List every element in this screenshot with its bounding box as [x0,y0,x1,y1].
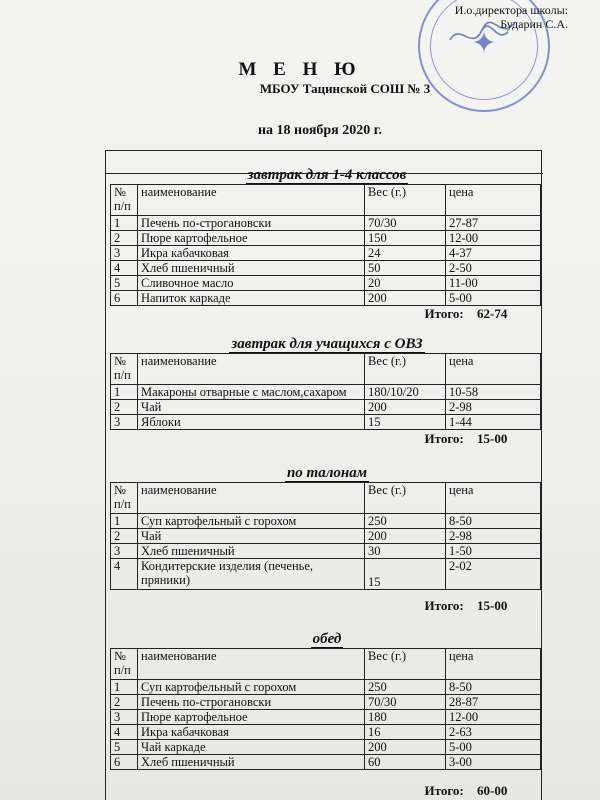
total-label: Итого: [424,431,464,446]
table-row: 2 Чай 200 2-98 [111,529,541,544]
section-total [247,431,547,447]
menu-date: на 18 ноября 2020 г. [257,123,383,138]
table-row: 3 Пюре картофельное 180 12-00 [111,710,541,725]
total-value: 15-00 [477,598,508,613]
approval-block [398,3,568,31]
table-header [111,354,541,385]
table-row: 5 Чай каркаде 200 5-00 [111,740,541,755]
table-row: 1 Печень по-строгановски 70/30 27-87 [111,216,541,231]
header-price: цена [446,483,541,514]
header-price: цена [446,354,541,385]
section-title: завтрак для 1-4 классов [247,167,407,183]
header-name: наименование [138,185,365,216]
stamp-emblem-icon: ✦ [471,27,497,60]
page-title: М Е Н Ю [238,59,362,80]
header-weight: Вес (г.) [365,649,446,680]
table-row: 4 Хлеб пшеничный 50 2-50 [111,261,541,276]
header-weight: Вес (г.) [365,185,446,216]
table-row: 1 Суп картофельный с горохом 250 8-50 [111,680,541,695]
total-value: 15-00 [477,431,508,446]
total-label: Итого: [424,306,464,321]
header-name: наименование [138,483,365,514]
header-name: наименование [138,354,365,385]
header-num: № п/п [111,649,138,680]
table-row: 3 Хлеб пшеничный 30 1-50 [111,544,541,559]
approval-position: И.о.директора школы: [454,3,568,17]
school-name: МБОУ Тацинской СОШ № 3 [259,81,431,96]
table-row: 6 Хлеб пшеничный 60 3-00 [111,755,541,770]
table-row: 1 Макароны отварные с маслом,сахаром 180/10/20 10-58 [111,385,541,400]
total-value: 60-00 [477,783,508,798]
table-row: 2 Печень по-строгановски 70/30 28-87 [111,695,541,710]
header-weight: Вес (г.) [365,354,446,385]
total-value: 62-74 [477,306,508,321]
table-header [111,483,541,514]
section-total [247,598,547,614]
section-title: по талонам [286,465,368,481]
header-num: № п/п [111,354,138,385]
table-row: 4 Икра кабачковая 16 2-63 [111,725,541,740]
table-row: 5 Сливочное масло 20 11-00 [111,276,541,291]
section-title: обед [312,631,342,647]
header-price: цена [446,185,541,216]
table-row: 1 Суп картофельный с горохом 250 8-50 [111,514,541,529]
header-name: наименование [138,649,365,680]
menu-table [110,482,541,590]
total-label: Итого: [424,783,464,798]
section-title: завтрак для учащихся с ОВЗ [231,336,423,352]
menu-table [110,353,541,430]
table-header [111,185,541,216]
header-num: № п/п [111,185,138,216]
table-row: 3 Яблоки 15 1-44 [111,415,541,430]
table-row: 4 Кондитерские изделия (печенье, пряники) 15 2-02 [111,559,541,590]
table-row: 2 Чай 200 2-98 [111,400,541,415]
section-total [247,306,547,322]
table-header [111,649,541,680]
total-label: Итого: [424,598,464,613]
menu-table [110,648,541,770]
header-weight: Вес (г.) [365,483,446,514]
header-price: цена [446,649,541,680]
header-num: № п/п [111,483,138,514]
table-row: 6 Напиток каркаде 200 5-00 [111,291,541,306]
approval-name: Бударин С.А. [500,17,568,31]
section-total [247,783,547,799]
menu-table [110,184,541,306]
table-row: 2 Пюре картофельное 150 12-00 [111,231,541,246]
table-row: 3 Икра кабачковая 24 4-37 [111,246,541,261]
